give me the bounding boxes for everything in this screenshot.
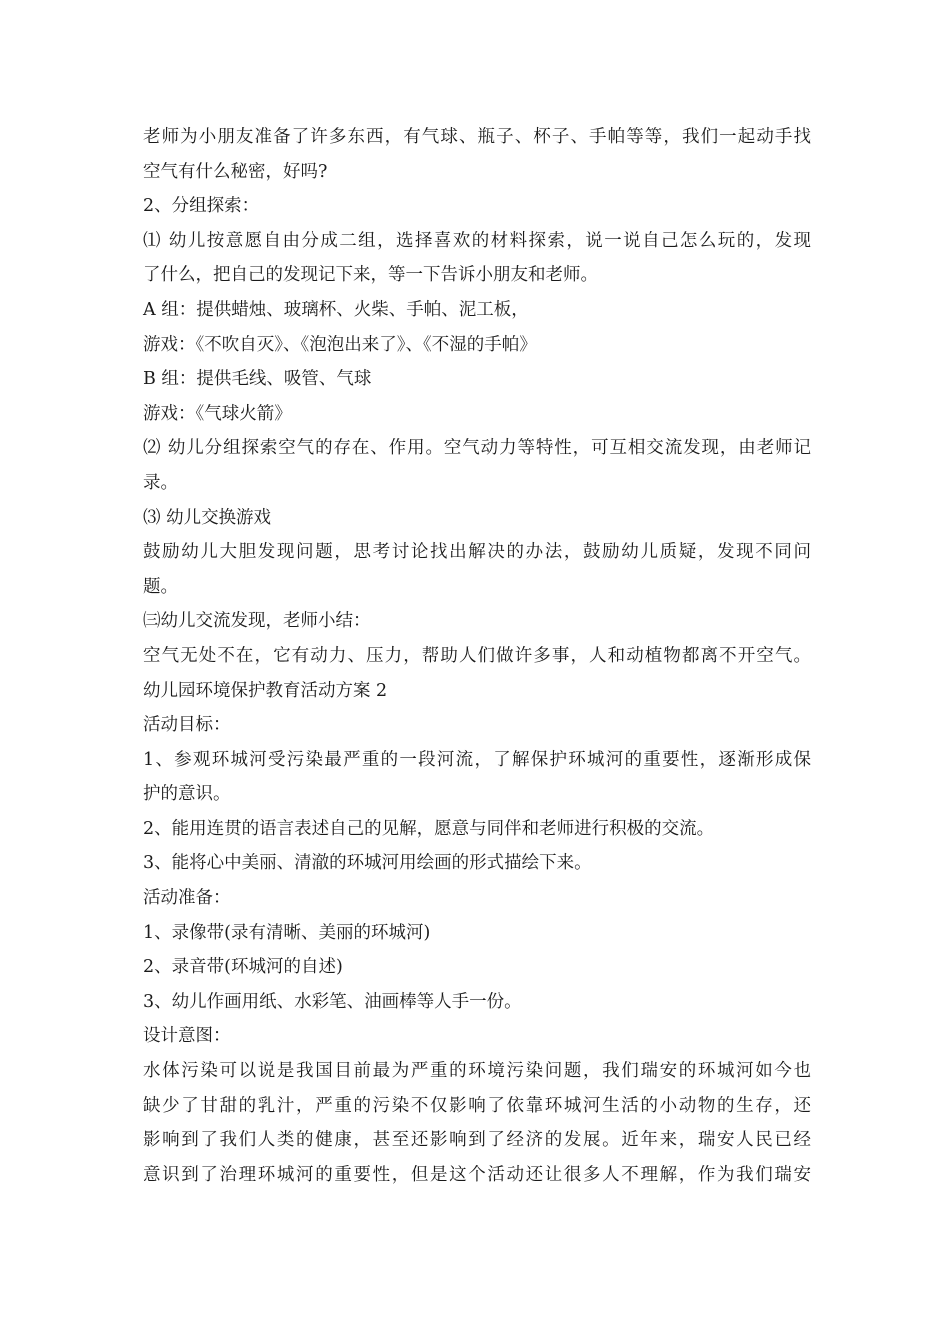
text-line: A 组：提供蜡烛、玻璃杯、火柴、手帕、泥工板，	[143, 299, 529, 320]
document-body	[143, 120, 811, 1192]
text-line: 老师为小朋友准备了许多东西，有气球、瓶子、杯子、手帕等等，我们一起动手找	[143, 127, 811, 147]
text-line: ⑵ 幼儿分组探索空气的存在、作用。空气动力等特性，可互相交流发现，由老师记	[143, 438, 811, 459]
text-line: 游戏：《不吹自灭》、《泡泡出来了》、《不湿的手帕》	[143, 334, 537, 355]
text-line: 空气无处不在，它有动力、压力，帮助人们做许多事，人和动植物都离不开空气。	[143, 645, 811, 666]
text-line: 活动准备：	[143, 888, 231, 909]
text-line: 1、参观环城河受污染最严重的一段河流，了解保护环城河的重要性，逐渐形成保	[143, 749, 811, 770]
text-line: 水体污染可以说是我国目前最为严重的环境污染问题，我们瑞安的环城河如今也	[143, 1061, 811, 1082]
text-line: 3、能将心中美丽、清澈的环城河用绘画的形式描绘下来。	[143, 853, 592, 874]
text-line: 意识到了治理环城河的重要性，但是这个活动还让很多人不理解，作为我们瑞安	[143, 1164, 811, 1185]
text-line: 3、幼儿作画用纸、水彩笔、油画棒等人手一份。	[143, 991, 522, 1012]
text-line: 题。	[143, 576, 178, 597]
text-line: 鼓励幼儿大胆发现问题，思考讨论找出解决的办法，鼓励幼儿质疑，发现不同问	[143, 542, 811, 563]
text-line: B 组：提供毛线、吸管、气球	[143, 369, 372, 390]
text-line: 2、分组探索：	[143, 196, 260, 217]
text-line: 活动目标：	[143, 715, 231, 736]
text-line: 录。	[143, 472, 178, 493]
text-line: 1、录像带(录有清晰、美丽的环城河)	[143, 922, 431, 943]
text-line: 护的意识。	[143, 784, 231, 805]
text-line: 2、录音带(环城河的自述)	[143, 957, 343, 978]
text-line: 影响到了我们人类的健康，甚至还影响到了经济的发展。近年来，瑞安人民已经	[143, 1130, 811, 1151]
text-line: ⑶ 幼儿交换游戏	[143, 507, 272, 528]
text-line: ⑴ 幼儿按意愿自由分成二组，选择喜欢的材料探索，说一说自己怎么玩的，发现	[143, 230, 811, 251]
text-line: 空气有什么秘密，好吗?	[143, 161, 328, 182]
text-line: 游戏：《气球火箭》	[143, 403, 292, 424]
text-line: 缺少了甘甜的乳汁，严重的污染不仅影响了依靠环城河生活的小动物的生存，还	[143, 1095, 811, 1116]
text-line: 了什么，把自己的发现记下来，等一下告诉小朋友和老师。	[143, 265, 598, 286]
text-line: ㈢幼儿交流发现，老师小结：	[143, 611, 371, 632]
text-line: 幼儿园环境保护教育活动方案 2	[143, 680, 388, 701]
text-line: 2、能用连贯的语言表述自己的见解，愿意与同伴和老师进行积极的交流。	[143, 818, 715, 839]
text-line: 设计意图：	[143, 1026, 231, 1047]
